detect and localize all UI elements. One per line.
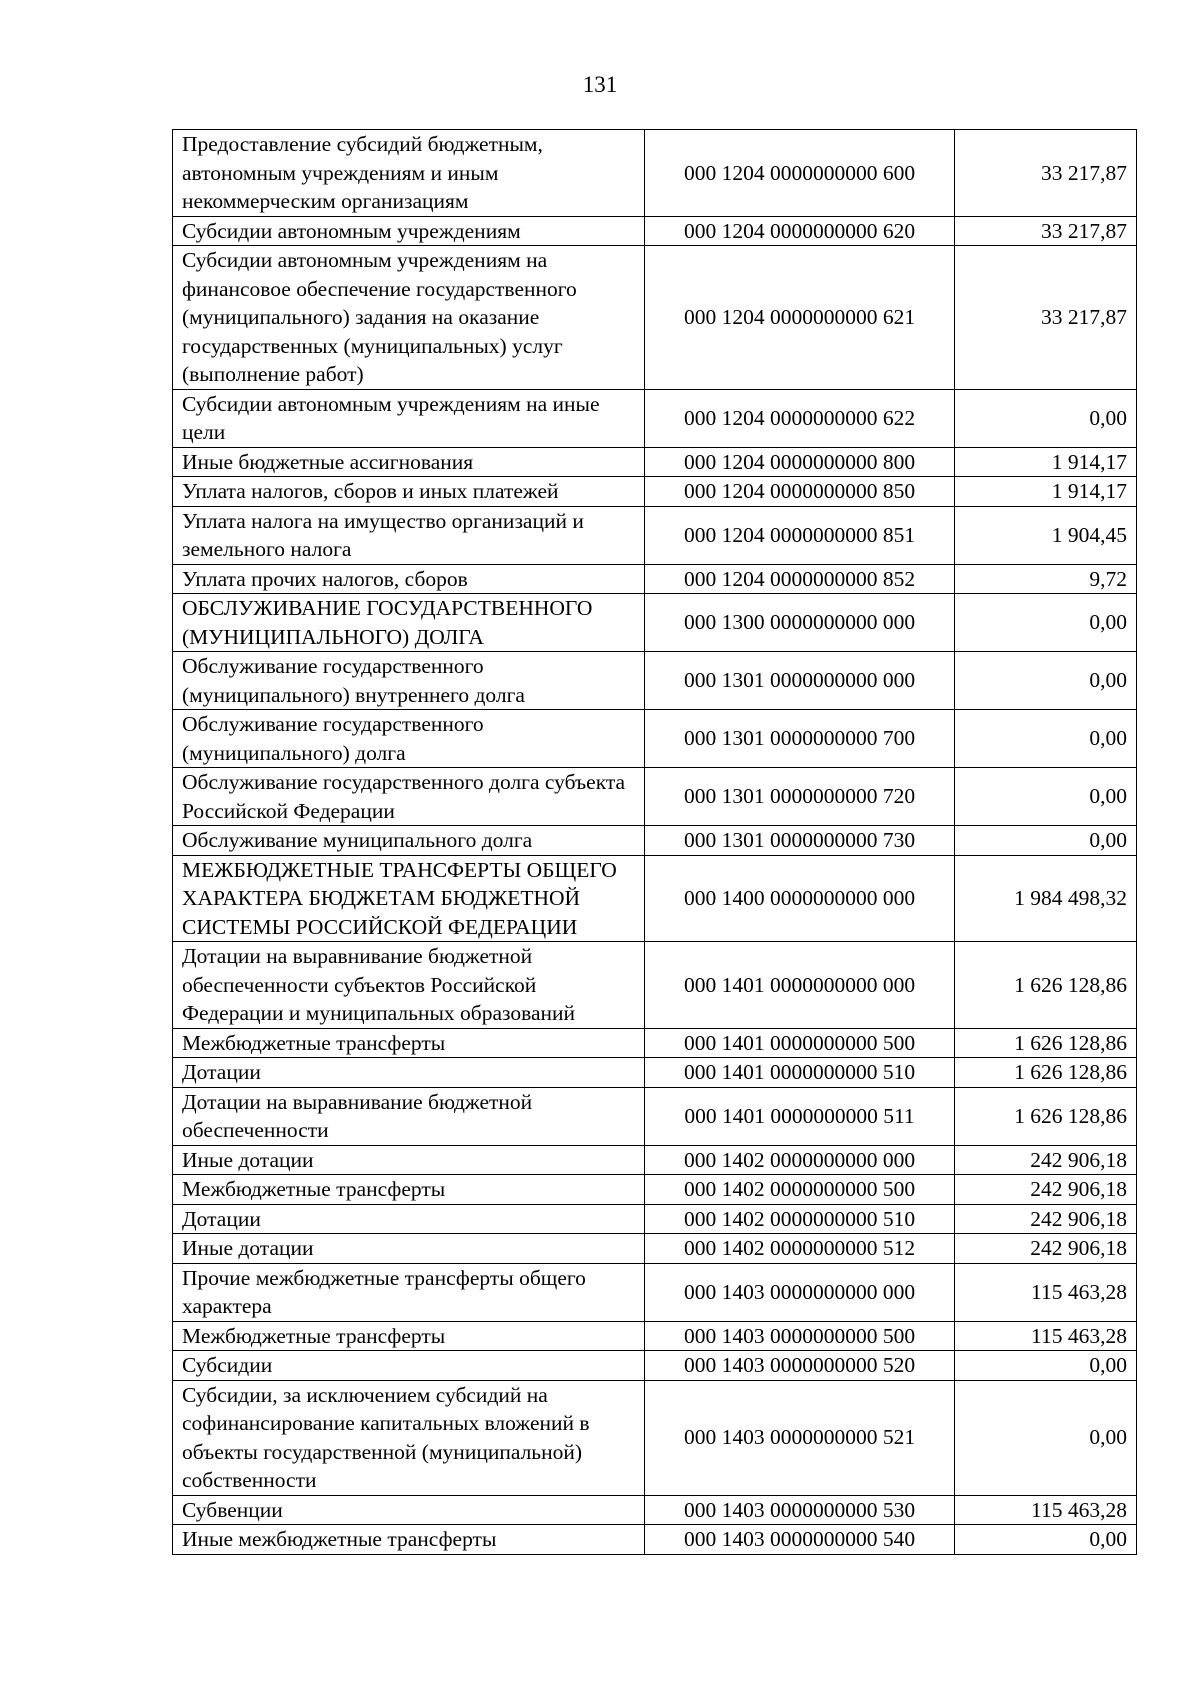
- page-number: 131: [582, 72, 618, 97]
- budget-code: 000 1204 0000000000 622: [645, 389, 955, 447]
- amount: 242 906,18: [955, 1204, 1137, 1234]
- budget-code: 000 1204 0000000000 852: [645, 564, 955, 594]
- table-row: [173, 1145, 1137, 1175]
- table-row: [173, 130, 1137, 217]
- expense-name: Иные дотации: [173, 1234, 645, 1264]
- table-row: [173, 1495, 1137, 1525]
- expense-name: Уплата налога на имущество организаций и земельного налога: [173, 506, 645, 564]
- expense-name: Иные бюджетные ассигнования: [173, 447, 645, 477]
- budget-code: 000 1204 0000000000 850: [645, 477, 955, 507]
- expense-name: Дотации: [173, 1204, 645, 1234]
- table-row: [173, 246, 1137, 390]
- expense-name: Иные дотации: [173, 1145, 645, 1175]
- amount: 0,00: [955, 652, 1137, 710]
- amount: 9,72: [955, 564, 1137, 594]
- table-row: [173, 710, 1137, 768]
- amount: 115 463,28: [955, 1321, 1137, 1351]
- amount: 0,00: [955, 768, 1137, 826]
- budget-code: 000 1402 0000000000 500: [645, 1175, 955, 1205]
- budget-code: 000 1204 0000000000 851: [645, 506, 955, 564]
- budget-code: 000 1403 0000000000 000: [645, 1263, 955, 1321]
- table-row: [173, 1234, 1137, 1264]
- budget-code: 000 1403 0000000000 521: [645, 1380, 955, 1495]
- table-row: [173, 826, 1137, 856]
- budget-code: 000 1401 0000000000 510: [645, 1058, 955, 1088]
- expense-name: Предоставление субсидий бюджетным, автономным учреждениям и иным некоммерческим организациям: [173, 130, 645, 217]
- table-row: [173, 768, 1137, 826]
- expense-name: Обслуживание государственного (муниципального) долга: [173, 710, 645, 768]
- budget-code: 000 1301 0000000000 000: [645, 652, 955, 710]
- expense-name: Обслуживание муниципального долга: [173, 826, 645, 856]
- table-row: [173, 1087, 1137, 1145]
- budget-code: 000 1204 0000000000 621: [645, 246, 955, 390]
- amount: 0,00: [955, 710, 1137, 768]
- amount: 0,00: [955, 1351, 1137, 1381]
- expense-name: Субсидии: [173, 1351, 645, 1381]
- expense-name: Дотации на выравнивание бюджетной обеспеченности: [173, 1087, 645, 1145]
- amount: 242 906,18: [955, 1145, 1137, 1175]
- table-row: [173, 564, 1137, 594]
- expense-name: Межбюджетные трансферты: [173, 1028, 645, 1058]
- budget-code: 000 1401 0000000000 511: [645, 1087, 955, 1145]
- expense-name: Субвенции: [173, 1495, 645, 1525]
- table-row: [173, 477, 1137, 507]
- budget-code: 000 1301 0000000000 720: [645, 768, 955, 826]
- expense-name: Межбюджетные трансферты: [173, 1175, 645, 1205]
- amount: 0,00: [955, 594, 1137, 652]
- expense-name: Субсидии автономным учреждениям на финансовое обеспечение государственного (муниципального) задания на оказание государственных (муниципальных) услуг (выполнение работ): [173, 246, 645, 390]
- table-row: [173, 594, 1137, 652]
- table-row: [173, 855, 1137, 942]
- amount: 33 217,87: [955, 130, 1137, 217]
- budget-code: 000 1301 0000000000 730: [645, 826, 955, 856]
- expense-name: Межбюджетные трансферты: [173, 1321, 645, 1351]
- amount: 1 914,17: [955, 477, 1137, 507]
- budget-code: 000 1204 0000000000 600: [645, 130, 955, 217]
- budget-code: 000 1400 0000000000 000: [645, 855, 955, 942]
- table-row: [173, 1351, 1137, 1381]
- budget-code: 000 1401 0000000000 500: [645, 1028, 955, 1058]
- budget-code: 000 1403 0000000000 530: [645, 1495, 955, 1525]
- table-row: [173, 1321, 1137, 1351]
- amount: 0,00: [955, 826, 1137, 856]
- amount: 0,00: [955, 389, 1137, 447]
- budget-code: 000 1301 0000000000 700: [645, 710, 955, 768]
- amount: 33 217,87: [955, 246, 1137, 390]
- expense-name: МЕЖБЮДЖЕТНЫЕ ТРАНСФЕРТЫ ОБЩЕГО ХАРАКТЕРА БЮДЖЕТАМ БЮДЖЕТНОЙ СИСТЕМЫ РОССИЙСКОЙ ФЕДЕРАЦИИ: [173, 855, 645, 942]
- table-row: [173, 1028, 1137, 1058]
- budget-code: 000 1403 0000000000 520: [645, 1351, 955, 1381]
- table-row: [173, 1058, 1137, 1088]
- table-row: [173, 1263, 1137, 1321]
- budget-code: 000 1402 0000000000 510: [645, 1204, 955, 1234]
- table-row: [173, 942, 1137, 1029]
- budget-code: 000 1204 0000000000 800: [645, 447, 955, 477]
- expense-name: Субсидии автономным учреждениям на иные цели: [173, 389, 645, 447]
- amount: 242 906,18: [955, 1175, 1137, 1205]
- amount: 1 626 128,86: [955, 1028, 1137, 1058]
- table-row: [173, 652, 1137, 710]
- budget-table: [172, 129, 1137, 1555]
- amount: 1 904,45: [955, 506, 1137, 564]
- budget-code: 000 1204 0000000000 620: [645, 216, 955, 246]
- budget-code: 000 1403 0000000000 500: [645, 1321, 955, 1351]
- amount: 1 626 128,86: [955, 1058, 1137, 1088]
- amount: 1 914,17: [955, 447, 1137, 477]
- expense-name: Дотации на выравнивание бюджетной обеспеченности субъектов Российской Федерации и муниципальных образований: [173, 942, 645, 1029]
- table-row: [173, 506, 1137, 564]
- budget-code: 000 1402 0000000000 000: [645, 1145, 955, 1175]
- table-row: [173, 1175, 1137, 1205]
- table-row: [173, 389, 1137, 447]
- table-row: [173, 447, 1137, 477]
- expense-name: Иные межбюджетные трансферты: [173, 1525, 645, 1555]
- expense-name: Прочие межбюджетные трансферты общего характера: [173, 1263, 645, 1321]
- table-row: [173, 1525, 1137, 1555]
- expense-name: Уплата прочих налогов, сборов: [173, 564, 645, 594]
- table-row: [173, 216, 1137, 246]
- budget-code: 000 1403 0000000000 540: [645, 1525, 955, 1555]
- amount: 0,00: [955, 1525, 1137, 1555]
- amount: 242 906,18: [955, 1234, 1137, 1264]
- expense-name: Обслуживание государственного (муниципального) внутреннего долга: [173, 652, 645, 710]
- expense-name: Субсидии, за исключением субсидий на софинансирование капитальных вложений в объекты государственной (муниципальной) собственности: [173, 1380, 645, 1495]
- expense-name: Уплата налогов, сборов и иных платежей: [173, 477, 645, 507]
- expense-name: Дотации: [173, 1058, 645, 1088]
- budget-code: 000 1401 0000000000 000: [645, 942, 955, 1029]
- amount: 1 984 498,32: [955, 855, 1137, 942]
- amount: 115 463,28: [955, 1495, 1137, 1525]
- expense-name: Обслуживание государственного долга субъекта Российской Федерации: [173, 768, 645, 826]
- expense-name: Субсидии автономным учреждениям: [173, 216, 645, 246]
- budget-code: 000 1402 0000000000 512: [645, 1234, 955, 1264]
- budget-code: 000 1300 0000000000 000: [645, 594, 955, 652]
- amount: 33 217,87: [955, 216, 1137, 246]
- amount: 0,00: [955, 1380, 1137, 1495]
- amount: 1 626 128,86: [955, 1087, 1137, 1145]
- table-row: [173, 1380, 1137, 1495]
- table-row: [173, 1204, 1137, 1234]
- expense-name: ОБСЛУЖИВАНИЕ ГОСУДАРСТВЕННОГО (МУНИЦИПАЛЬНОГО) ДОЛГА: [173, 594, 645, 652]
- amount: 1 626 128,86: [955, 942, 1137, 1029]
- amount: 115 463,28: [955, 1263, 1137, 1321]
